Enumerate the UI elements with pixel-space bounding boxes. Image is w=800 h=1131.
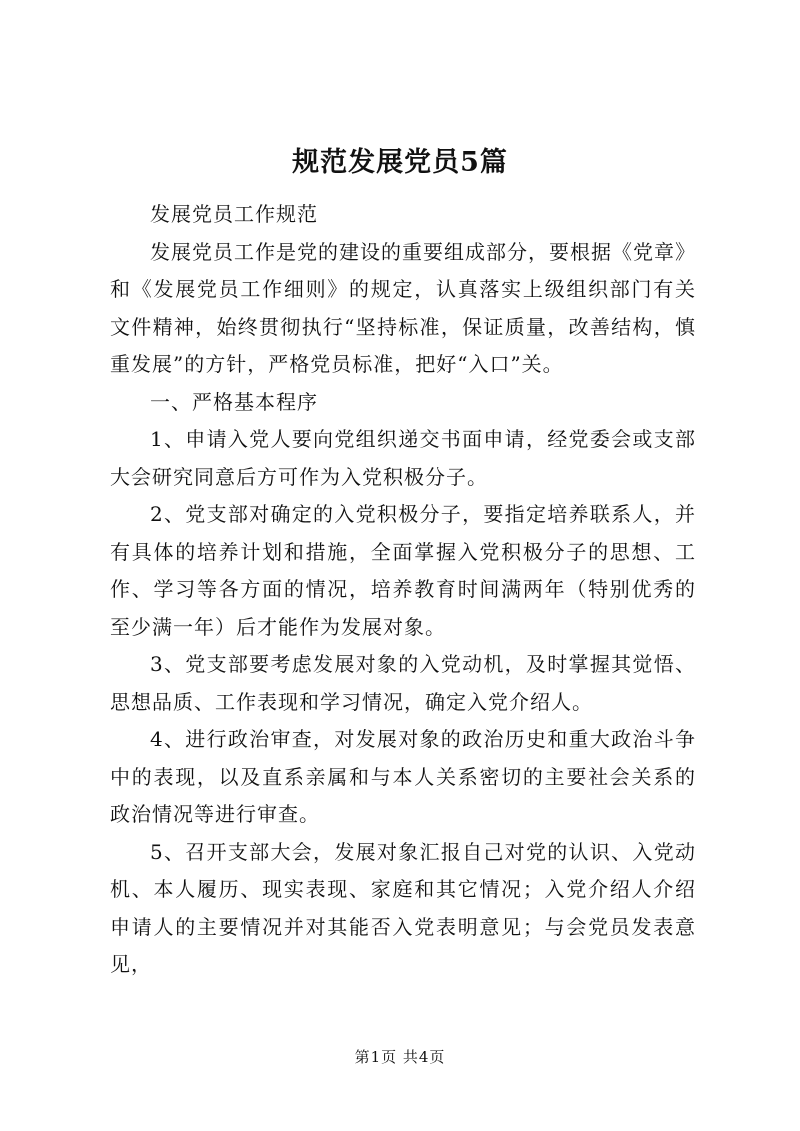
document-body — [110, 196, 696, 984]
document-title: 规范发展党员5篇 — [292, 147, 508, 178]
paragraph-item-5: 5、召开支部大会，发展对象汇报自己对党的认识、入党动机、本人履历、现实表现、家庭和其它情况；入党介绍人介绍申请人的主要情况并对其能否入党表明意见；与会党员发表意见， — [110, 839, 696, 976]
paragraph-item-4: 4、进行政治审查，对发展对象的政治历史和重大政治斗争中的表现，以及直系亲属和与本人关系密切的主要社会关系的政治情况等进行审查。 — [110, 727, 696, 826]
page-footer: 第1页 共4页 — [354, 1048, 446, 1066]
paragraph-intro: 发展党员工作是党的建设的重要组成部分，要根据《党章》和《发展党员工作细则》的规定，认真落实上级组织部门有关文件精神，始终贯彻执行“坚持标准，保证质量，改善结构，慎重发展”的方针，严格党员标准，把好“入口”关。 — [110, 239, 696, 376]
paragraph-item-1: 1、申请入党人要向党组织递交书面申请，经党委会或支部大会研究同意后方可作为入党积极分子。 — [110, 427, 696, 489]
paragraph-item-3: 3、党支部要考虑发展对象的入党动机，及时掌握其觉悟、思想品质、工作表现和学习情况，确定入党介绍人。 — [110, 652, 696, 714]
paragraph-heading-workspec: 发展党员工作规范 — [150, 202, 318, 226]
paragraph-section-heading: 一、严格基本程序 — [150, 389, 318, 414]
paragraph-item-2: 2、党支部对确定的入党积极分子，要指定培养联系人，并有具体的培养计划和措施，全面掌握入党积极分子的思想、工作、学习等各方面的情况，培养教育时间满两年（特别优秀的至少满一年）后才能作为发展对象。 — [110, 502, 696, 639]
